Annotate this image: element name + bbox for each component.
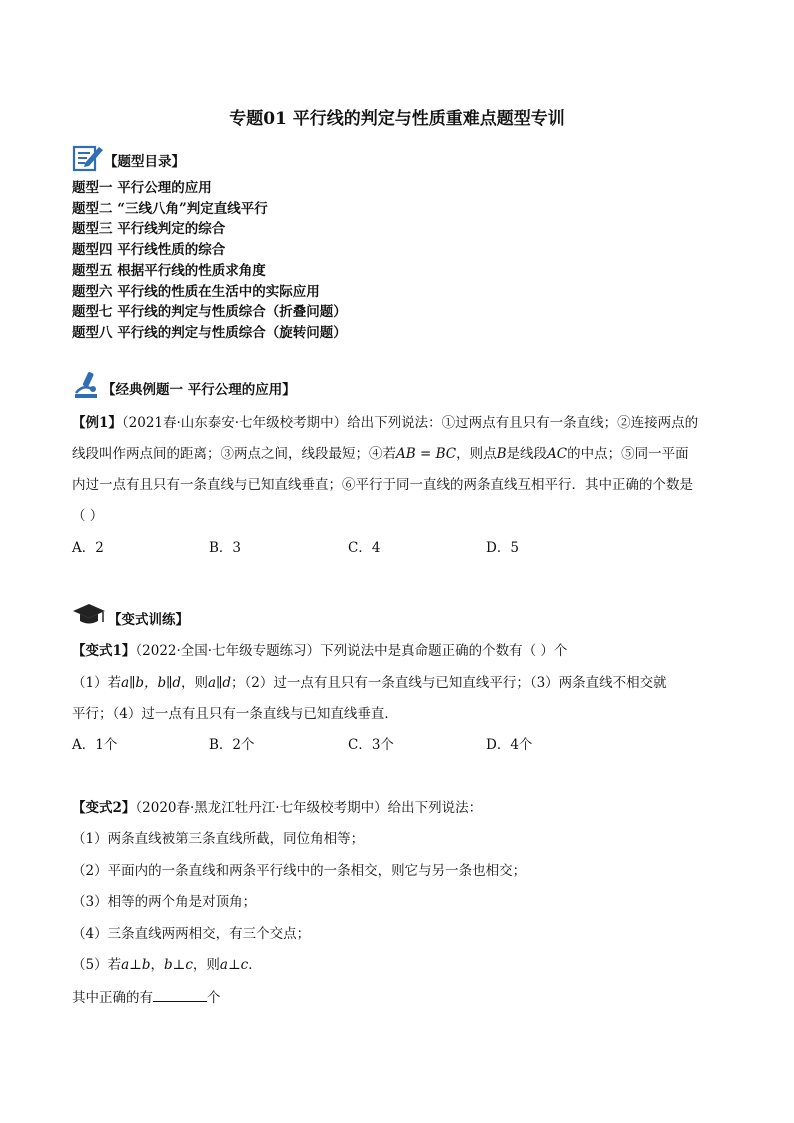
toc-item: 题型三 平行线判定的综合 (72, 221, 226, 238)
example-source: （2021春·山东泰安·七年级校考期中）给出下列说法： (121, 415, 442, 431)
variant1-options (72, 737, 772, 753)
toc-item: 题型八 平行线的判定与性质综合（旋转问题） (72, 324, 347, 341)
variant2-item: （3）相等的两个角是对顶角； (72, 894, 257, 910)
toc-item: 题型一 平行公理的应用 (72, 180, 212, 196)
math-expression: a⊥b (121, 957, 151, 973)
variant1-text: ，则 (181, 675, 209, 691)
variant2-line-1 (72, 800, 482, 816)
math-expression: B (496, 446, 507, 462)
option-c: C．4 (348, 540, 381, 556)
variant2-item: （1）两条直线被第三条直线所截，同位角相等； (72, 831, 365, 847)
variant1-line-3: 平行；（4）过一点有且只有一条直线与已知直线垂直． (72, 706, 398, 722)
example-text: ①过两点有且只有一条直线；②连接两点的 (441, 415, 699, 431)
toc-item: 题型七 平行线的判定与性质综合（折叠问题） (72, 304, 347, 321)
variant2-stem: （2020春·黑龙江牡丹江·七年级校考期中）给出下列说法： (135, 800, 483, 816)
variant-heading: 【变式训练】 (108, 612, 189, 628)
example-text: 线段叫作两点间的距离；③两点之间，线段最短；④若 (72, 446, 396, 462)
page-title: 专题01 平行线的判定与性质重难点题型专训 (229, 109, 565, 129)
example-text: ，则点 (456, 446, 497, 462)
variant1-text: ；（2）过一点有且只有一条直线与已知直线平行；（3）两条直线不相交就 (230, 675, 667, 691)
variant2-answer-line (72, 989, 221, 1006)
variant2-item: （2）平面内的一条直线和两条平行线中的一条相交，则它与另一条也相交； (72, 863, 527, 879)
variant2-text: ． (248, 957, 262, 973)
option-c: C．3个 (348, 737, 394, 753)
toc-list (72, 178, 347, 344)
graduation-cap-icon (72, 603, 106, 627)
toc-item: 题型六 平行线的性质在生活中的实际应用 (72, 283, 320, 300)
example-line-1 (72, 415, 698, 431)
variant2-item-5 (72, 957, 262, 973)
option-d: D．5 (486, 540, 519, 556)
variant2-tag: 【变式2】 (72, 800, 136, 816)
microscope-icon (73, 370, 101, 400)
variant2-text: ，则 (192, 957, 220, 973)
variant2-text: （5）若 (72, 957, 122, 973)
variant2-item: （4）三条直线两两相交，有三个交点； (72, 926, 311, 942)
option-d: D．4个 (486, 737, 533, 753)
example-heading: 【经典例题一 平行公理的应用】 (102, 382, 296, 398)
answer-suffix: 个 (207, 990, 221, 1006)
variant1-line-2 (72, 675, 667, 691)
option-b: B．2个 (209, 737, 255, 753)
variant2-text: ， (150, 957, 164, 973)
example-options (72, 540, 772, 556)
math-expression: AB = BC (396, 446, 457, 462)
example-line-4: （ ） (72, 508, 104, 524)
toc-item: 题型四 平行线性质的综合 (72, 242, 226, 259)
example-text: 是线段 (506, 446, 547, 462)
variant1-tag: 【变式1】 (72, 643, 136, 659)
example-text: 的中点；⑤同一平面 (567, 446, 689, 462)
math-expression: a∥d (208, 675, 231, 691)
example-tag: 【例1】 (72, 415, 122, 431)
math-expression: a⊥c (219, 957, 249, 973)
toc-item: 题型二 “三线八角”判定直线平行 (72, 200, 268, 217)
option-b: B．3 (209, 540, 242, 556)
answer-blank[interactable] (153, 989, 207, 1002)
toc-item: 题型五 根据平行线的性质求角度 (72, 262, 266, 279)
variant1-stem: （2022·全国·七年级专题练习）下列说法中是真命题正确的个数有（ ）个 (135, 643, 568, 659)
math-expression: a∥b，b∥d (121, 675, 182, 691)
answer-prefix: 其中正确的有 (72, 990, 153, 1006)
variant1-text: （1）若 (72, 675, 122, 691)
math-expression: b⊥c (163, 957, 193, 973)
variant1-line-1 (72, 643, 567, 659)
option-a: A．2 (72, 540, 104, 556)
notepad-pencil-icon (72, 142, 104, 172)
example-line-2 (72, 446, 689, 462)
math-expression: AC (547, 446, 568, 462)
option-a: A．1个 (72, 737, 118, 753)
example-line-3: 内过一点有且只有一条直线与已知直线垂直；⑥平行于同一直线的两条直线互相平行．其中正确的个数是 (72, 477, 693, 493)
toc-heading: 【题型目录】 (104, 154, 185, 170)
